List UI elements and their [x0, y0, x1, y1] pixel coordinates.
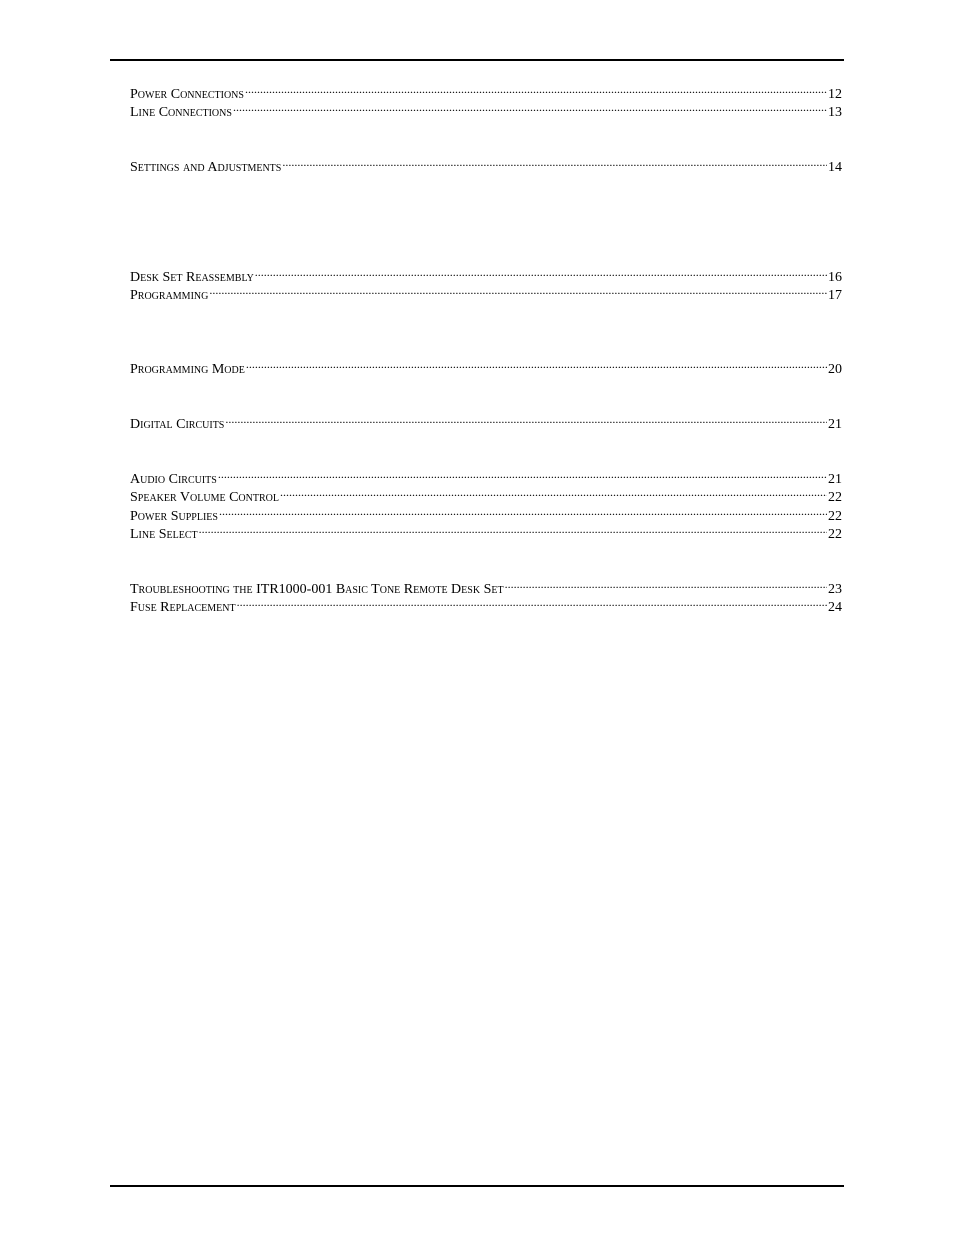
toc-entry-digital-circuits[interactable]	[130, 410, 842, 432]
toc-dot-leader	[245, 80, 827, 98]
toc-entry-troubleshooting[interactable]	[130, 575, 842, 597]
toc-entry-page: 22	[828, 527, 842, 542]
toc-entry-title: Digital Circuits	[130, 417, 225, 432]
toc-entry-title: Audio Circuits	[130, 472, 217, 487]
toc-entry-page: 14	[828, 160, 842, 175]
toc-entry-title: Programming Mode	[130, 362, 245, 377]
toc-entry-fuse-replacement[interactable]	[130, 593, 842, 615]
toc-entry-speaker-volume-control[interactable]	[130, 483, 842, 505]
toc-entry-title: Power Supplies	[130, 509, 218, 524]
toc-entry-line-select[interactable]	[130, 520, 842, 542]
toc-dot-leader	[233, 98, 827, 116]
toc-dot-leader	[209, 281, 827, 299]
toc-entry-page: 22	[828, 509, 842, 524]
toc-dot-leader	[280, 483, 827, 501]
toc-entry-programming[interactable]	[130, 281, 842, 303]
toc-entry-title: Line Select	[130, 527, 198, 542]
toc-dot-leader	[282, 153, 827, 171]
toc-entry-title: Fuse Replacement	[130, 600, 236, 615]
toc-entry-title: Desk Set Reassembly	[130, 270, 254, 285]
toc-dot-leader	[225, 410, 827, 428]
toc-entry-audio-circuits[interactable]	[130, 465, 842, 487]
toc-entry-page: 17	[828, 288, 842, 303]
toc-entry-page: 22	[828, 490, 842, 505]
header-rule	[110, 59, 844, 61]
toc-dot-leader	[199, 520, 827, 538]
toc-entry-power-connections[interactable]	[130, 80, 842, 102]
toc-dot-leader	[505, 575, 827, 593]
toc-entry-title: Settings and Adjustments	[130, 160, 282, 175]
toc-entry-page: 13	[828, 105, 842, 120]
toc-entry-line-connections[interactable]	[130, 98, 842, 120]
toc-dot-leader	[255, 263, 827, 281]
toc-entry-page: 21	[828, 472, 842, 487]
toc-entry-title: Speaker Volume Control	[130, 490, 279, 505]
toc-entry-page: 23	[828, 582, 842, 597]
toc-entry-settings-and-adjustments[interactable]	[130, 153, 842, 175]
toc-dot-leader	[246, 355, 827, 373]
toc-entry-page: 20	[828, 362, 842, 377]
toc-entry-programming-mode[interactable]	[130, 355, 842, 377]
toc-entry-page: 21	[828, 417, 842, 432]
toc-entry-desk-set-reassembly[interactable]	[130, 263, 842, 285]
toc-entry-page: 12	[828, 87, 842, 102]
toc-entry-power-supplies[interactable]	[130, 502, 842, 524]
toc-entry-page: 16	[828, 270, 842, 285]
toc-entry-title: Line Connections	[130, 105, 232, 120]
toc-entry-title: Power Connections	[130, 87, 244, 102]
toc-dot-leader	[218, 465, 827, 483]
toc-dot-leader	[219, 502, 827, 520]
toc-entry-title: Programming	[130, 288, 209, 303]
toc-entry-page: 24	[828, 600, 842, 615]
toc-dot-leader	[237, 593, 827, 611]
toc-entry-title: Troubleshooting the ITR1000-001 Basic Tone Remote Desk Set	[130, 582, 504, 597]
footer-rule	[110, 1185, 844, 1187]
